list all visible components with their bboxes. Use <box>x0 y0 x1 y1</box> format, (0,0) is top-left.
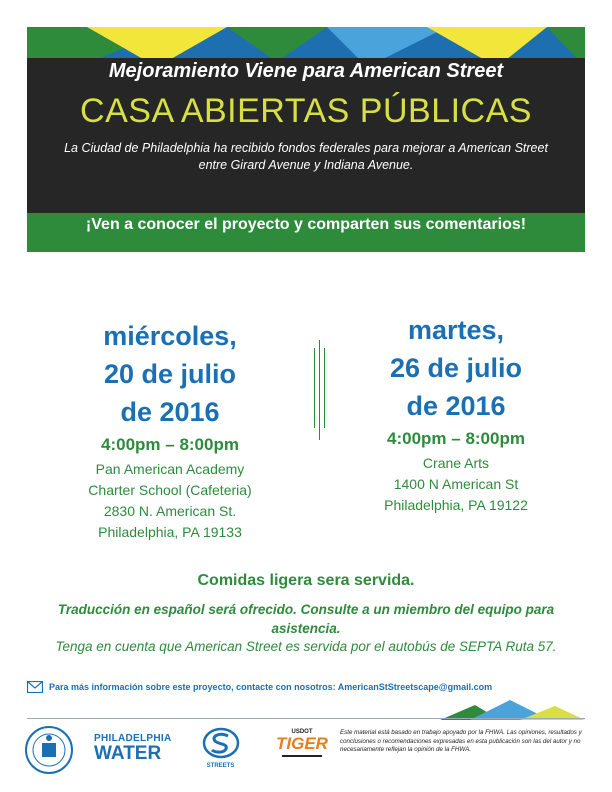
logo-text: WATER <box>94 743 162 764</box>
divider-line <box>319 340 320 440</box>
logo-text: TIGER <box>276 734 328 753</box>
event-right <box>325 311 587 516</box>
banner-title: CASA ABIERTAS PÚBLICAS <box>80 92 532 130</box>
logo-underline <box>282 755 322 757</box>
event-place-line: Pan American Academy <box>95 461 245 477</box>
footer-rule <box>27 718 585 719</box>
event-year: de 2016 <box>406 391 506 421</box>
banner-description: La Ciudad de Philadelphia ha recibido fondos federales para mejorar a American Street entre Girard Avenue y Indiana Avenue. <box>64 141 548 172</box>
logo-text: PHILADELPHIA <box>94 733 172 744</box>
event-time: 4:00pm – 8:00pm <box>101 435 239 454</box>
tiger-logo <box>272 729 332 757</box>
event-weekday: miércoles, <box>103 321 237 351</box>
translation-note: Traducción en español será ofrecido. Consulte a un miembro del equipo para asistencia. <box>57 602 555 636</box>
septa-note: Tenga en cuenta que American Street es servida por el autobús de SEPTA Ruta 57. <box>55 639 557 654</box>
event-place <box>325 453 587 516</box>
logo-text: STREETS <box>206 763 235 769</box>
event-time: 4:00pm – 8:00pm <box>387 429 525 448</box>
envelope-icon <box>27 681 43 693</box>
philadelphia-water-logo <box>94 733 174 763</box>
event-place <box>40 459 300 543</box>
event-place-line: 2830 N. American St. <box>103 503 237 519</box>
streets-s-icon <box>202 727 240 759</box>
event-weekday: martes, <box>407 315 505 345</box>
food-note: Comidas ligera sera servida. <box>197 572 415 589</box>
event-place-line: 1400 N American St <box>393 476 519 492</box>
divider-line <box>314 348 315 428</box>
event-place-line: Crane Arts <box>422 455 490 471</box>
event-year: de 2016 <box>120 397 220 427</box>
event-place-line: Philadelphia, PA 19122 <box>384 497 528 513</box>
event-left <box>40 317 300 543</box>
disclaimer: Este material está basado en trabajo apoyado por la FHWA. Las opiniones, resultados y conclusiones o recomendaciones expresadas en esta publicación son las del autor y no necesariamente reflejan la opinión de la FHWA. <box>340 729 582 754</box>
mountain-graphic <box>440 700 585 720</box>
city-seal-logo <box>24 725 74 775</box>
banner-call-to-action: ¡Ven a conocer el proyecto y comparten sus comentarios! <box>85 216 527 233</box>
contact-text[interactable]: Para más información sobre este proyecto, contacte con nosotros: AmericanStStreetscape@gmail.com <box>49 682 493 692</box>
streets-logo <box>198 727 243 769</box>
event-date: 26 de julio <box>389 353 523 383</box>
event-date: 20 de julio <box>103 359 237 389</box>
banner-subtitle: Mejoramiento Viene para American Street <box>108 60 504 82</box>
contact-line <box>27 681 567 693</box>
logo-text: USDOT <box>291 729 313 735</box>
event-place-line: Charter School (Cafeteria) <box>88 482 252 498</box>
event-place-line: Philadelphia, PA 19133 <box>98 524 242 540</box>
